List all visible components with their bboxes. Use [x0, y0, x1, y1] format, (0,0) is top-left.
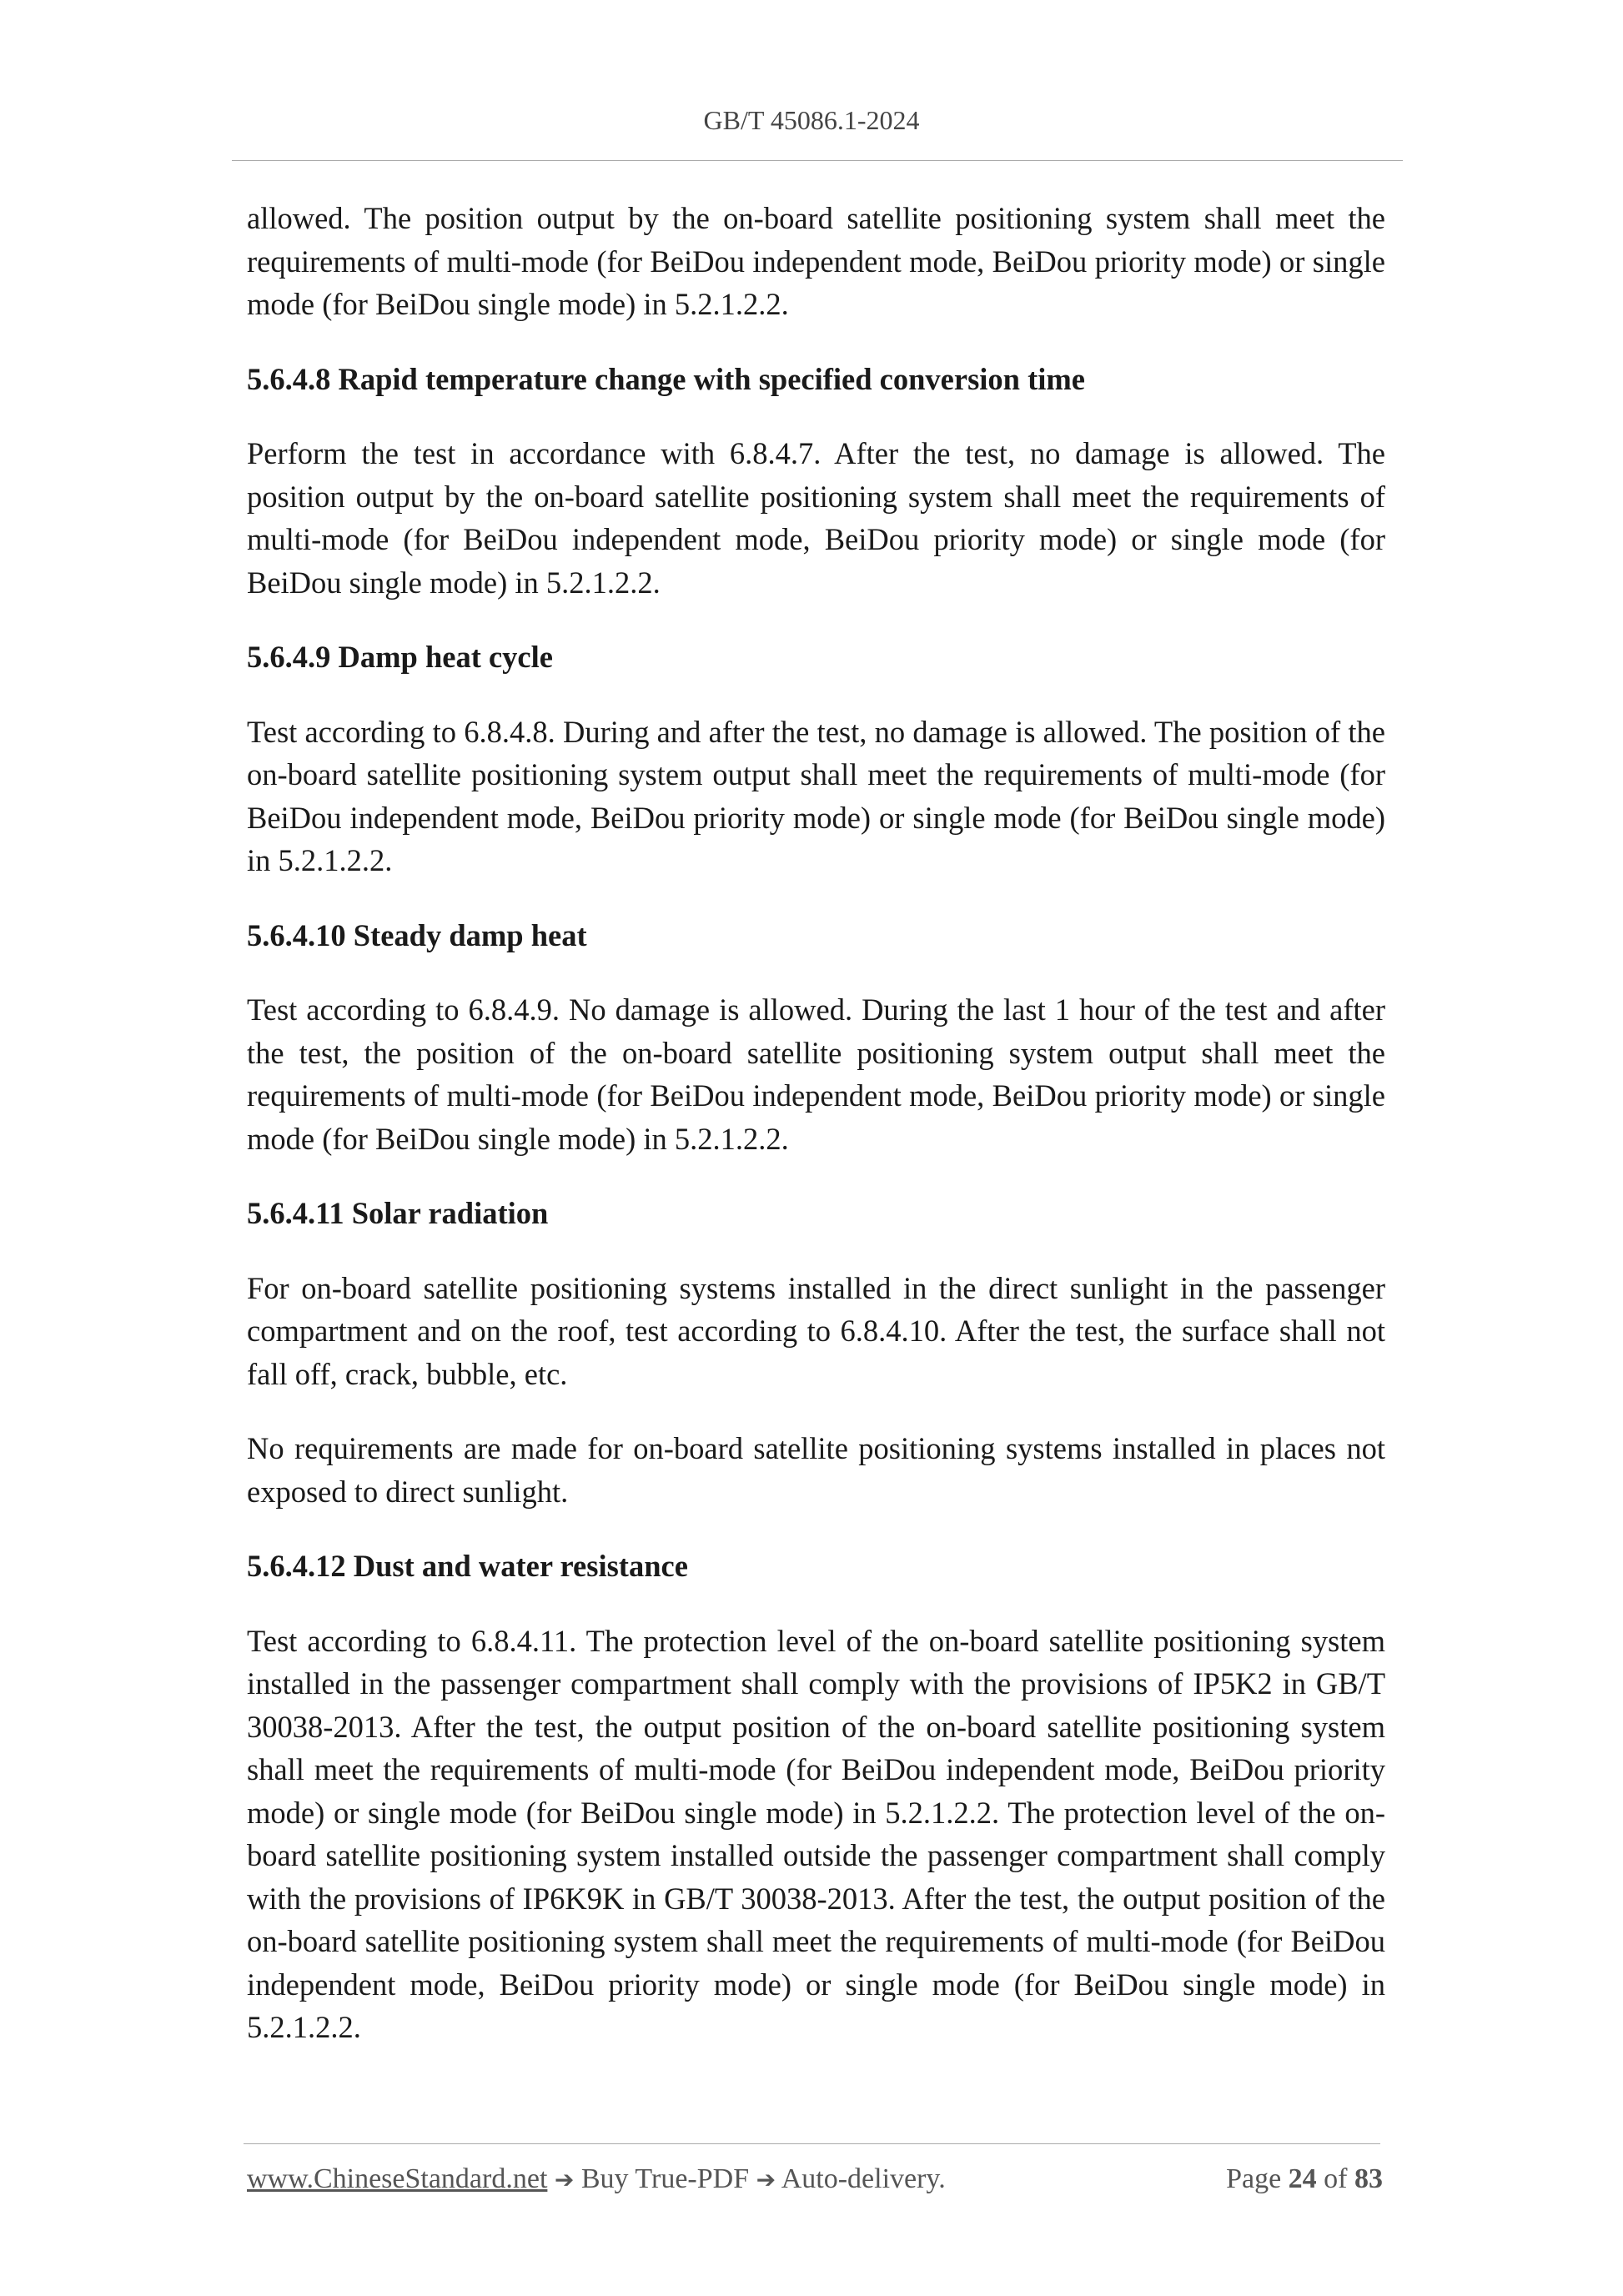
page-total: 83 [1354, 2163, 1383, 2194]
section-paragraph: Test according to 6.8.4.11. The protection level of the on-board satellite positioning system installed in the passenger compartment shall comply with the provisions of IP5K2 in GB/T 30038-2013. After the test, the output position of the on-board satellite positioning system shall meet the requirements of multi-mode (for BeiDou independent mode, BeiDou priority mode) or single mode (for BeiDou single mode) in 5.2.1.2.2. The protection level of the on-board satellite positioning system installed outside the passenger compartment shall comply with the provisions of IP6K9K in GB/T 30038-2013. After the test, the output position of the on-board satellite positioning system shall meet the requirements of multi-mode (for BeiDou independent mode, BeiDou priority mode) or single mode (for BeiDou single mode) in 5.2.1.2.2. [247, 1623, 1385, 2044]
arrow-right-icon: ➔ [756, 2166, 776, 2193]
footer-divider [244, 2143, 1380, 2144]
section-paragraph: Perform the test in accordance with 6.8.4.7. After the test, no damage is allowed. The position output by the on-board satellite positioning system shall meet the requirements of multi-mode (for BeiDou independent mode, BeiDou priority mode) or single mode (for BeiDou single mode) in 5.2.1.2.2. [247, 436, 1385, 600]
section-heading-5-6-4-9: 5.6.4.9 Damp heat cycle [247, 640, 553, 674]
section-heading-5-6-4-12: 5.6.4.12 Dust and water resistance [247, 1549, 688, 1583]
header-divider [232, 160, 1403, 161]
section-paragraph: Test according to 6.8.4.8. During and after the test, no damage is allowed. The position of the on-board satellite positioning system output shall meet the requirements of multi-mode (for BeiDou independent mode, BeiDou priority mode) or single mode (for BeiDou single mode) in 5.2.1.2.2. [247, 714, 1385, 877]
section-paragraph: No requirements are made for on-board satellite positioning systems installed in places not exposed to direct sunlight. [247, 1431, 1385, 1509]
of-label: of [1324, 2163, 1348, 2194]
page-current: 24 [1288, 2163, 1317, 2194]
section-paragraph: Test according to 6.8.4.9. No damage is allowed. During the last 1 hour of the test and after the test, the position of the on-board satellite positioning system output shall meet the requirements of multi-mode (for BeiDou independent mode, BeiDou priority mode) or single mode (for BeiDou single mode) in 5.2.1.2.2. [247, 992, 1385, 1156]
delivery-text: Auto-delivery. [781, 2163, 946, 2194]
footer-promo [247, 2163, 946, 2195]
intro-paragraph: allowed. The position output by the on-board satellite positioning system shall meet the requirements of multi-mode (for BeiDou independent mode, BeiDou priority mode) or single mode (for BeiDou single mode) in 5.2.1.2.2. [247, 201, 1385, 321]
section-heading-5-6-4-10: 5.6.4.10 Steady damp heat [247, 917, 587, 952]
buy-text: Buy True-PDF [580, 2163, 750, 2194]
arrow-right-icon: ➔ [554, 2166, 575, 2193]
document-number-header: GB/T 45086.1-2024 [703, 105, 920, 135]
section-heading-5-6-4-8: 5.6.4.8 Rapid temperature change with specified conversion time [247, 361, 1085, 396]
site-link[interactable]: www.ChineseStandard.net [247, 2163, 548, 2194]
section-paragraph: For on-board satellite positioning systems installed in the direct sunlight in the passenger compartment and on the roof, test according to 6.8.4.10. After the test, the surface shall not fall off, crack, bubble, etc. [247, 1270, 1385, 1391]
page-body [247, 197, 1385, 2081]
section-heading-5-6-4-11: 5.6.4.11 Solar radiation [247, 1196, 549, 1230]
page-label: Page [1226, 2163, 1282, 2194]
page-indicator [1226, 2163, 1383, 2195]
